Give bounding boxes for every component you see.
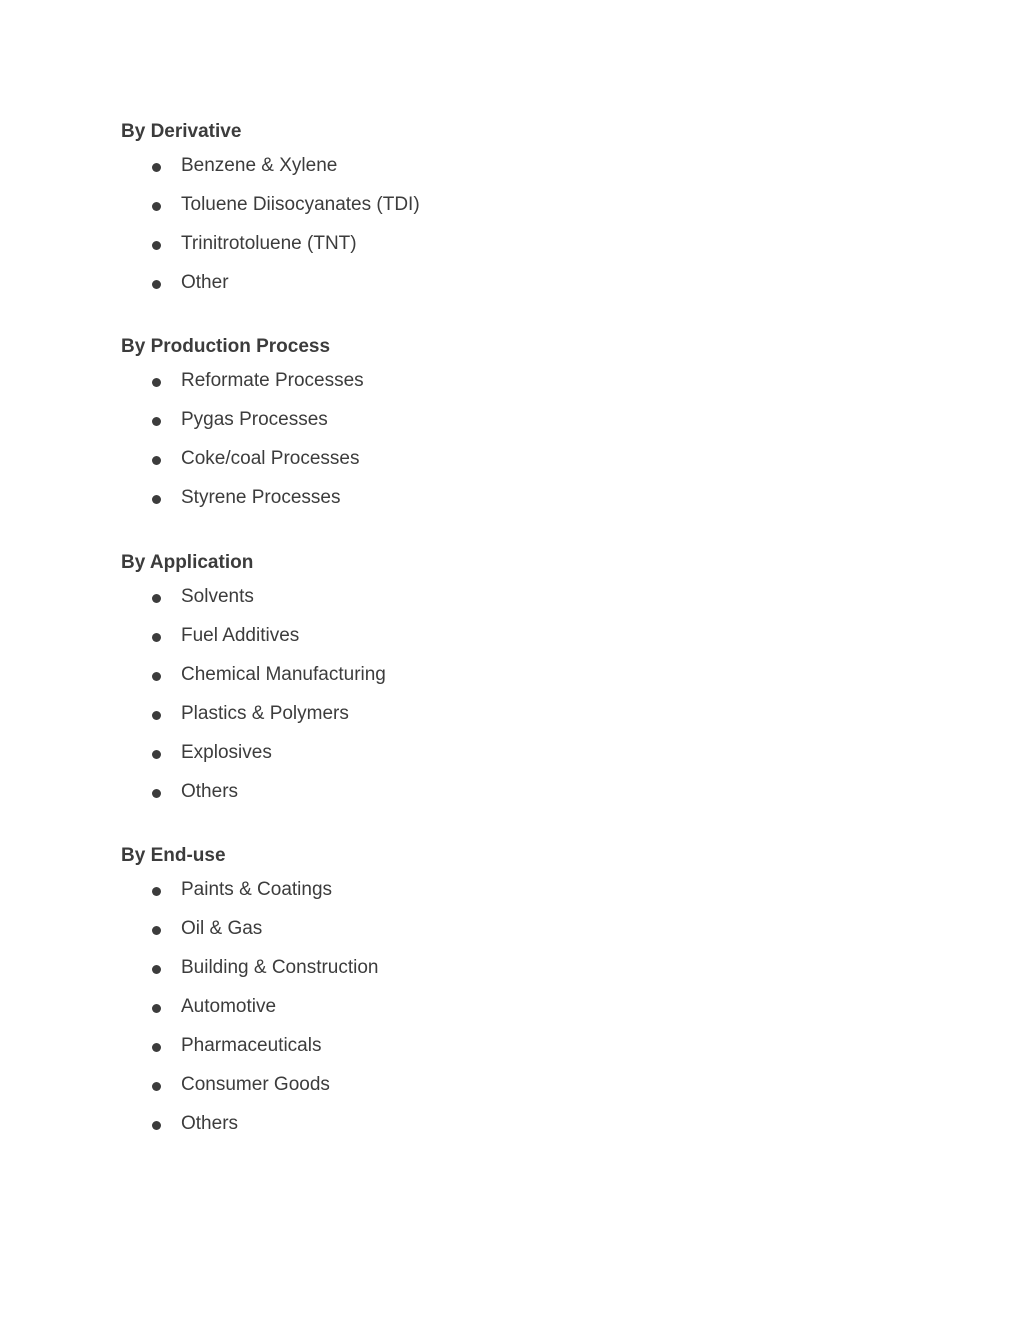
bullet-list — [121, 586, 921, 820]
list-item — [121, 742, 921, 781]
bullet-icon — [152, 965, 161, 974]
list-item — [121, 664, 921, 703]
list-item-text: Others — [181, 781, 239, 802]
bullet-list — [121, 879, 921, 1152]
section-by-production-process — [121, 336, 921, 526]
bullet-icon — [152, 456, 161, 465]
bullet-icon — [152, 926, 161, 935]
list-item — [121, 370, 921, 409]
list-item — [121, 233, 921, 272]
bullet-icon — [152, 202, 161, 211]
bullet-icon — [152, 1121, 161, 1130]
list-item-text: Pharmaceuticals — [181, 1035, 322, 1056]
list-item — [121, 586, 921, 625]
list-item — [121, 272, 921, 311]
list-item — [121, 918, 921, 957]
list-item-text: Plastics & Polymers — [181, 703, 349, 724]
bullet-icon — [152, 711, 161, 720]
list-item — [121, 879, 921, 918]
list-item — [121, 487, 921, 526]
bullet-list — [121, 370, 921, 526]
list-item-text: Coke/coal Processes — [181, 448, 360, 469]
list-item-text: Paints & Coatings — [181, 879, 333, 900]
bullet-icon — [152, 887, 161, 896]
bullet-icon — [152, 789, 161, 798]
list-item-text: Toluene Diisocyanates (TDI) — [181, 194, 420, 215]
section-heading: By Production Process — [121, 336, 331, 357]
bullet-icon — [152, 280, 161, 289]
section-heading: By Application — [121, 552, 254, 573]
list-item-text: Consumer Goods — [181, 1074, 330, 1095]
bullet-icon — [152, 163, 161, 172]
bullet-icon — [152, 750, 161, 759]
section-by-derivative — [121, 121, 921, 311]
list-item — [121, 781, 921, 820]
bullet-list — [121, 155, 921, 311]
section-heading: By Derivative — [121, 121, 242, 142]
bullet-icon — [152, 672, 161, 681]
list-item — [121, 1035, 921, 1074]
list-item-text: Fuel Additives — [181, 625, 300, 646]
list-item — [121, 409, 921, 448]
bullet-icon — [152, 417, 161, 426]
list-item — [121, 448, 921, 487]
list-item — [121, 996, 921, 1035]
list-item-text: Benzene & Xylene — [181, 155, 338, 176]
list-item-text: Trinitrotoluene (TNT) — [181, 233, 357, 254]
bullet-icon — [152, 378, 161, 387]
bullet-icon — [152, 594, 161, 603]
list-item-text: Chemical Manufacturing — [181, 664, 386, 685]
bullet-icon — [152, 241, 161, 250]
list-item — [121, 194, 921, 233]
bullet-icon — [152, 1004, 161, 1013]
section-by-end-use — [121, 845, 921, 1152]
list-item-text: Styrene Processes — [181, 487, 341, 508]
bullet-icon — [152, 1082, 161, 1091]
section-heading: By End-use — [121, 845, 226, 866]
list-item — [121, 1074, 921, 1113]
list-item — [121, 1113, 921, 1152]
list-item-text: Solvents — [181, 586, 254, 607]
list-item-text: Others — [181, 1113, 239, 1134]
list-item-text: Explosives — [181, 742, 272, 763]
list-item — [121, 155, 921, 194]
list-item-text: Automotive — [181, 996, 277, 1017]
bullet-icon — [152, 1043, 161, 1052]
bullet-icon — [152, 633, 161, 642]
list-item-text: Building & Construction — [181, 957, 379, 978]
list-item — [121, 625, 921, 664]
list-item — [121, 703, 921, 742]
list-item — [121, 957, 921, 996]
section-by-application — [121, 552, 921, 820]
list-item-text: Oil & Gas — [181, 918, 263, 939]
list-item-text: Pygas Processes — [181, 409, 328, 430]
list-item-text: Reformate Processes — [181, 370, 364, 391]
list-item-text: Other — [181, 272, 229, 293]
bullet-icon — [152, 495, 161, 504]
